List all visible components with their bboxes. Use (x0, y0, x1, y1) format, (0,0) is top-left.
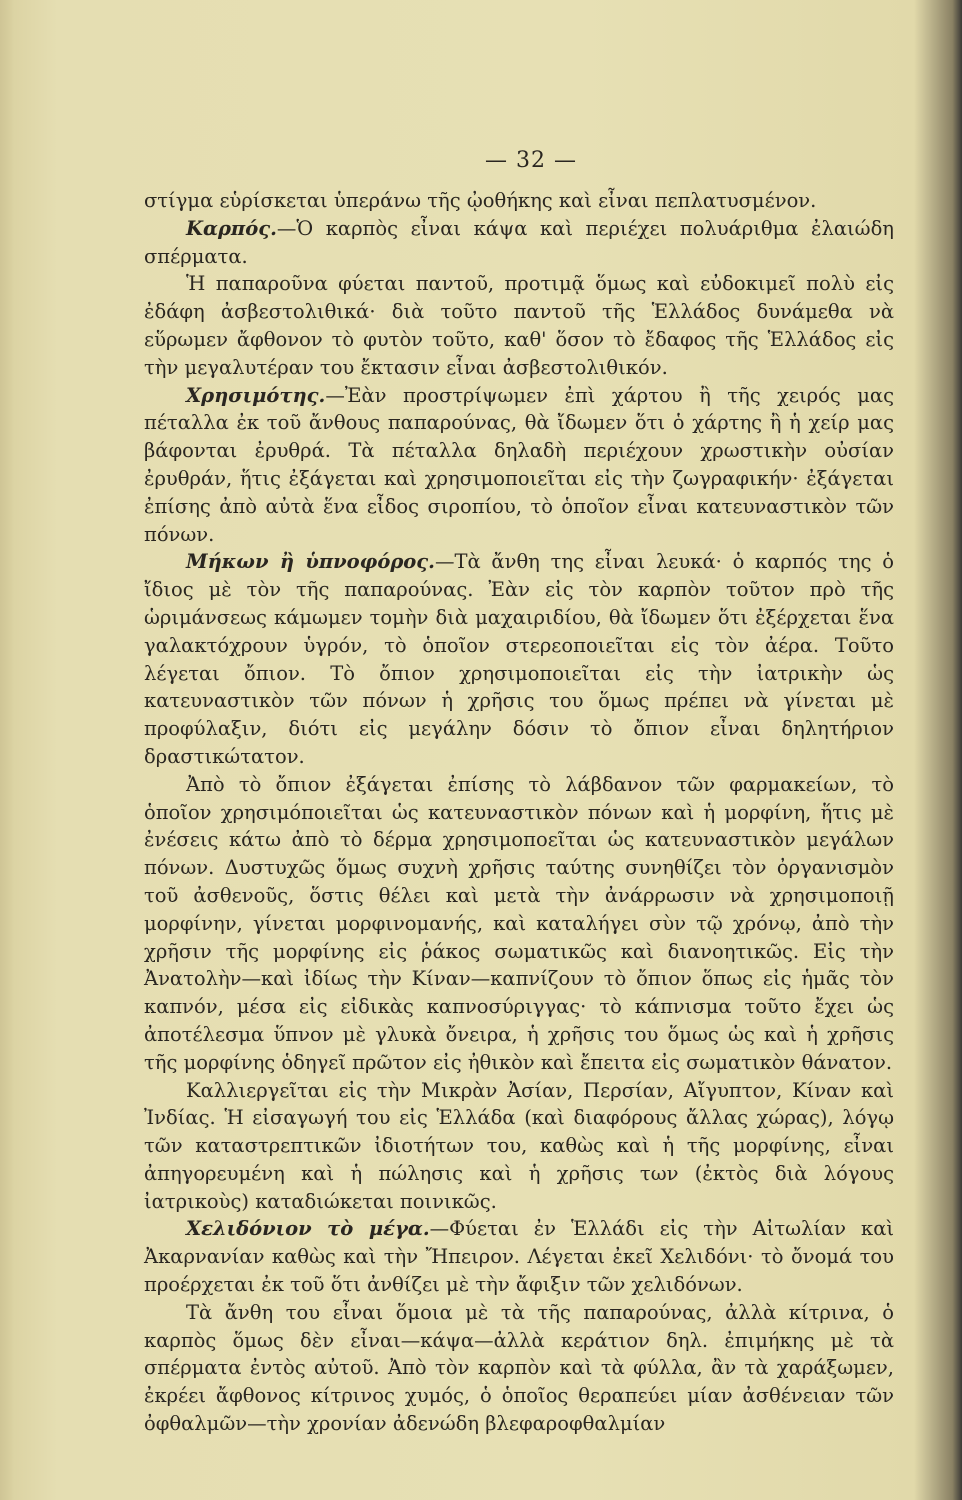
section-heading: Χρησιμότης. (186, 383, 326, 407)
section-heading: Μήκων ἢ ὑπνοφόρος. (186, 550, 435, 574)
section-heading: Χελιδόνιον τὸ μέγα. (186, 1217, 430, 1241)
paragraph-karpos: Καρπός.—Ὁ καρπὸς εἶναι κάψα καὶ περιέχει πολυάριθμα ἐλαιώδη σπέρματα. (144, 216, 894, 268)
paragraph-continuation: στίγμα εὑρίσκεται ὑπεράνω τῆς ᾠοθήκης καὶ εἶναι πεπλατυσμένον. (144, 189, 817, 212)
body-text (144, 187, 894, 1438)
paragraph-laudanum: Ἀπὸ τὸ ὄπιον ἐξάγεται ἐπίσης τὸ λάβδανον τῶν φαρμακείων, τὸ ὁποῖον χρησιμόποιεῖται ὡς κατευναστικὸν πόνων καὶ ἡ μορφίνη, ἥτις μὲ ἐνέσεις κάτω ἀπὸ τὸ δέρμα χρησιμοποεῖται ὡς κατευναστικὸν μεγάλων πόνων. Δυστυχῶς ὅμως συχνὴ χρῆσις ταύτης συνηθίζει τὸν ὀργανισμὸν τοῦ ἀσθενοῦς, ὅστις θέλει καὶ μετὰ τὴν ἀνάρρωσιν νὰ χρησιμοποιῇ μορφίνην, γίνεται μορφινομανής, καὶ καταλήγει σὺν τῷ χρόνῳ, ἀπὸ τὴν χρῆσιν τῆς μορφίνης εἰς ῥάκος σωματικῶς καὶ διανοητικῶς. Εἰς τὴν Ἀνατολὴν—καὶ ἰδίως τὴν Κίναν—καπνίζουν τὸ ὄπιον ὅπως εἰς ἡμᾶς τὸν καπνόν, μέσα εἰς εἰδικὰς καπνοσύριγγας· τὸ κάπνισμα τοῦτο ἔχει ὡς ἀποτέλεσμα ὕπνον μὲ γλυκὰ ὄνειρα, ἡ χρῆσις του ὅμως ὡς καὶ ἡ χρῆσις τῆς μορφίνης ὁδηγεῖ πρῶτον εἰς ἠθικὸν καὶ ἔπειτα εἰς σωματικὸν θάνατον. (144, 772, 894, 1074)
paragraph-cultivation: Καλλιεργεῖται εἰς τὴν Μικρὰν Ἀσίαν, Περσίαν, Αἴγυπτον, Κίναν καὶ Ἰνδίας. Ἡ εἰσαγωγή του εἰς Ἑλλάδα (καὶ διαφόρους ἄλλας χώρας), λόγῳ τῶν καταστρεπτικῶν ἰδιοτήτων του, καθὼς καὶ ἡ τῆς μορφίνης, εἶναι ἀπηγορευμένη καὶ ἡ πώλησις καὶ ἡ χρῆσις των (ἐκτὸς διὰ λόγους ἰατρικοὺς) καταδιώκεται ποινικῶς. (144, 1078, 894, 1213)
paragraph-mikon: Μήκων ἢ ὑπνοφόρος.—Τὰ ἄνθη της εἶναι λευκά· ὁ καρπός της ὁ ἴδιος μὲ τὸν τῆς παπαρούνας. Ἐὰν εἰς τὸν καρπὸν τοῦτον πρὸ τῆς ὡριμάνσεως κάμωμεν τομὴν διὰ μαχαιριδίου, θὰ ἴδωμεν ὅτι ἐξέρχεται ἕνα γαλακτόχρουν ὑγρόν, τὸ ὁποῖον στερεοποιεῖται εἰς τὸν ἀέρα. Τοῦτο λέγεται ὄπιον. Τὸ ὄπιον χρησιμοποιεῖται εἰς τὴν ἰατρικὴν ὡς κατευναστικὸν τῶν πόνων ἡ χρῆσις του ὅμως πρέπει νὰ γίνεται μὲ προφύλαξιν, διότι εἰς μεγάλην δόσιν τὸ ὄπιον εἶναι δηλητήριον δραστικώτατον. (144, 550, 895, 768)
paragraph-chelidonion: Χελιδόνιον τὸ μέγα.—Φύεται ἐν Ἑλλάδι εἰς τὴν Αἰτωλίαν καὶ Ἀκαρνανίαν καθὼς καὶ τὴν Ἤπειρον. Λέγεται ἐκεῖ Χελιδόνι· τὸ ὄνομά του προέρχεται ἐκ τοῦ ὅτι ἀνθίζει μὲ τὴν ἄφιξιν τῶν χελιδόνων. (144, 1217, 895, 1297)
paragraph-chrisimotis: Χρησιμότης.—Ἐὰν προστρίψωμεν ἐπὶ χάρτου ἢ τῆς χειρός μας πέταλλα ἐκ τοῦ ἄνθους παπαρούνας, θὰ ἴδωμεν ὅτι ὁ χάρτης ἢ ἡ χείρ μας βάφονται ἐρυθρά. Τὰ πέταλλα δηλαδὴ περιέχουν χρωστικὴν οὐσίαν ἐρυθράν, ἥτις ἐξάγεται καὶ χρησιμοποιεῖται εἰς τὴν ζωγραφικήν· ἐξάγεται ἐπίσης ἀπὸ αὐτὰ ἕνα εἶδος σιροπίου, τὸ ὁποῖον εἶναι κατευναστικὸν τῶν πόνων. (144, 383, 894, 546)
section-heading: Καρπός. (186, 216, 277, 240)
page-number: — 32 — (485, 148, 577, 173)
paragraph-flowers: Τὰ ἄνθη του εἶναι ὅμοια μὲ τὰ τῆς παπαρούνας, ἀλλὰ κίτρινα, ὁ καρπὸς ὅμως δὲν εἶναι—κάψα—ἀλλὰ κεράτιον δηλ. ἐπιμήκης μὲ τὰ σπέρματα ἐντὸς αὐτοῦ. Ἀπὸ τὸν καρπὸν καὶ τὰ φύλλα, ἂν τὰ χαράξωμεν, ἐκρέει ἄφθονος κίτρινος χυμός, ὁ ὁποῖος θεραπεύει μίαν ἀσθένειαν τῶν ὀφθαλμῶν—τὴν χρονίαν ἀδενώδη βλεφαροφθαλμίαν (144, 1300, 894, 1436)
page-edge-shadow (0, 0, 14, 1500)
paragraph-habitat: Ἡ παπαροῦνα φύεται παντοῦ, προτιμᾷ ὅμως καὶ εὐδοκιμεῖ πολὺ εἰς ἐδάφη ἀσβεστολιθικά· διὰ τοῦτο παντοῦ τῆς Ἑλλάδος δυνάμεθα νὰ εὕρωμεν ἄφθονον τὸ φυτὸν τοῦτο, καθ' ὅσον τὸ ἔδαφος τῆς Ἑλλάδος εἰς τὴν μεγαλυτέραν του ἔκτασιν εἶναι ἀσβεστολιθικόν. (144, 272, 894, 379)
